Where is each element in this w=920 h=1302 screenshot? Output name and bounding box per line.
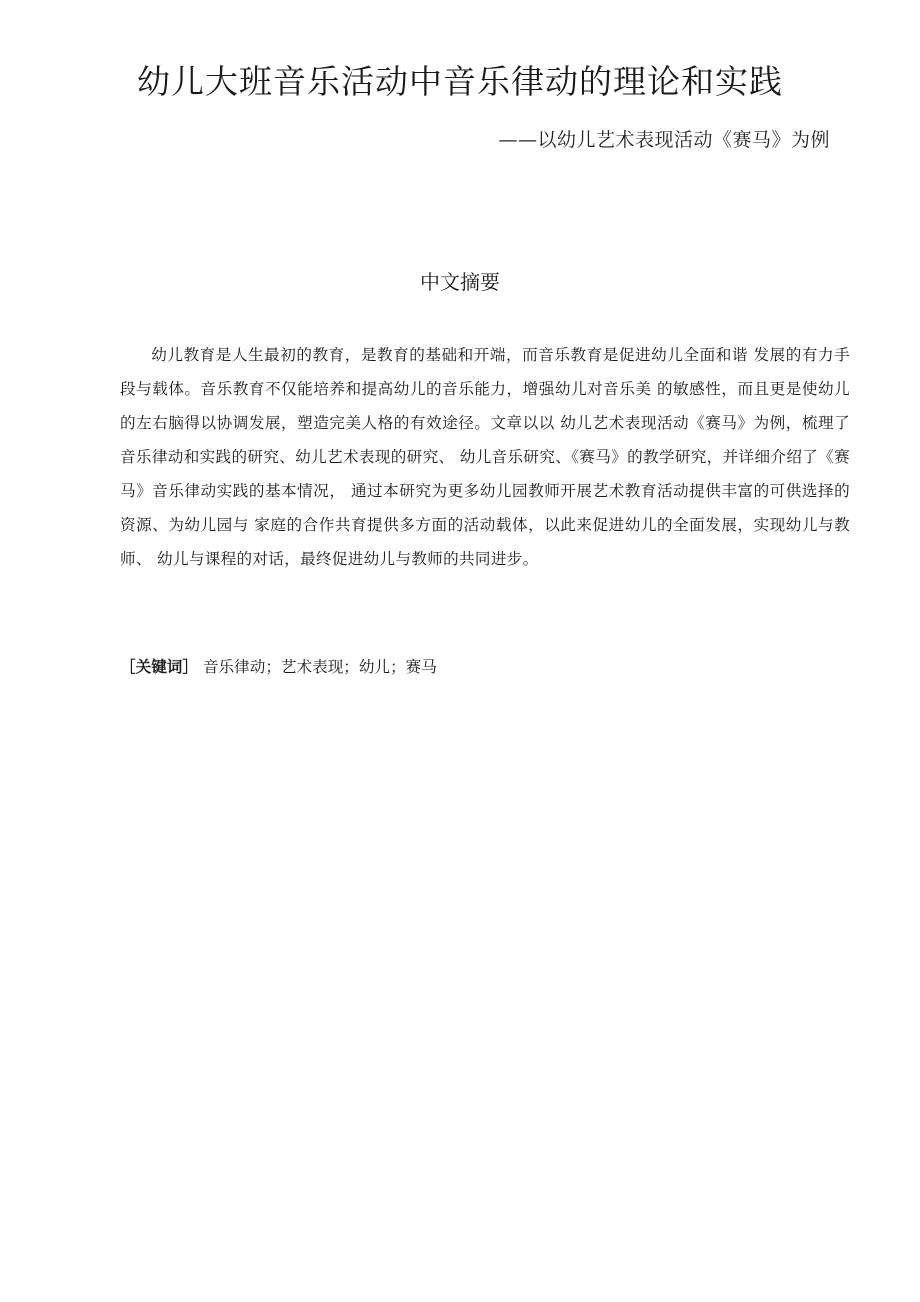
document-subtitle: ——以幼儿艺术表现活动《赛马》为例 xyxy=(498,129,830,151)
abstract-heading: 中文摘要 xyxy=(420,270,500,294)
keywords-label: ［关键词］ xyxy=(120,658,198,676)
keywords-list: 音乐律动；艺术表现；幼儿；赛马 xyxy=(202,658,437,676)
document-title: 幼儿大班音乐活动中音乐律动的理论和实践 xyxy=(137,62,783,101)
abstract-body: 幼儿教育是人生最初的教育，是教育的基础和开端，而音乐教育是促进幼儿全面和谐 发展的有力手段与载体。音乐教育不仅能培养和提高幼儿的音乐能力，增强幼儿对音乐美 的敏感性，而且更是使幼儿的左右脑得以协调发展，塑造完美人格的有效途径。文章以以 幼儿艺术表现活动《赛马》为例，梳理了音乐律动和实践的研究、幼儿艺术表现的研究、 幼儿音乐研究、《赛马》的教学研究，并详细介绍了《赛马》音乐律动实践的基本情况， 通过本研究为更多幼儿园教师开展艺术教育活动提供丰富的可供选择的资源、为幼儿园与 家庭的合作共育提供多方面的活动载体，以此来促进幼儿的全面发展，实现幼儿与教师、 幼儿与课程的对话，最终促进幼儿与教师的共同进步。 xyxy=(120,346,850,568)
keywords-line xyxy=(120,651,850,683)
